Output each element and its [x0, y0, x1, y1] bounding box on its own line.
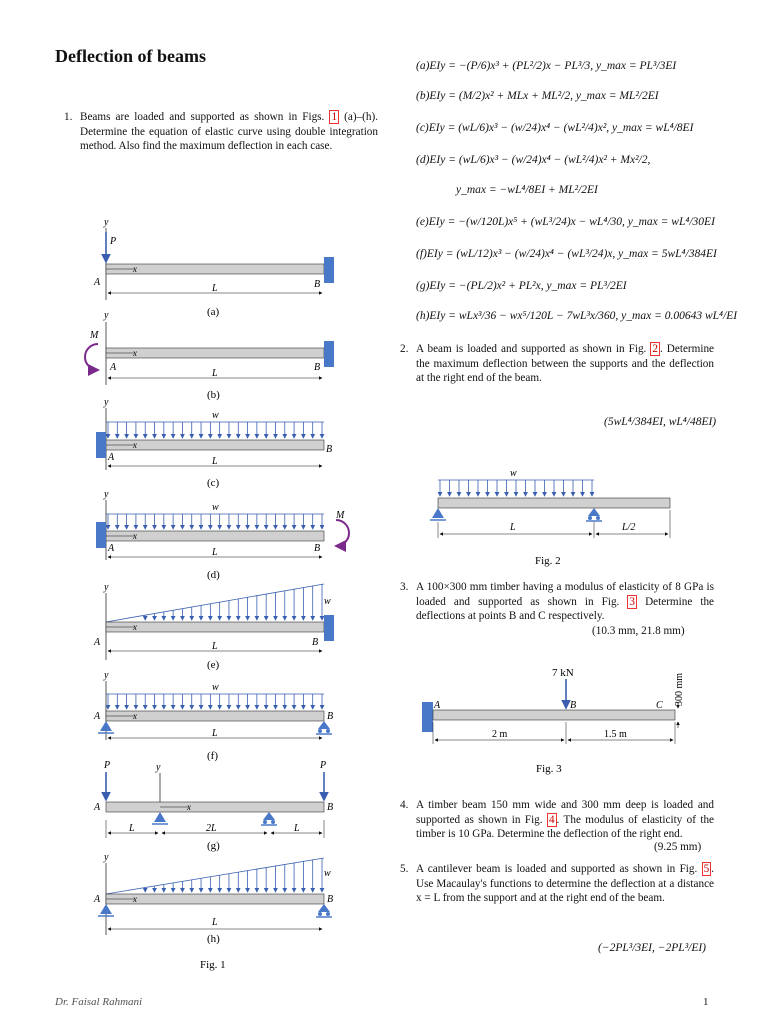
problem-text: Beams are loaded and supported as shown in Figs.	[80, 111, 325, 123]
dimension-label: L	[212, 728, 218, 739]
page-title: Deflection of beams	[55, 46, 206, 66]
dimension-label: 300 mm	[674, 672, 685, 706]
axis-label: x	[187, 802, 191, 812]
point-label: B	[312, 637, 319, 648]
fig1-d	[96, 489, 349, 581]
figure-caption: Fig. 3	[536, 763, 562, 775]
figure-3	[420, 662, 690, 777]
load-label: w	[510, 468, 517, 479]
problem-text: Determine the deflections at points B and C respectively.	[416, 595, 715, 623]
moment-label: M	[336, 510, 345, 521]
axis-label: y	[104, 852, 109, 863]
distributed-load	[440, 480, 592, 496]
pin-support	[100, 721, 112, 731]
problem-text: A beam is loaded and supported as shown in Fig.	[416, 343, 647, 355]
answer-g: (g)EIy = −(PL/2)x² + PL²x, y_max = PL³/2EI	[416, 280, 627, 292]
figure-link[interactable]: 4	[548, 813, 555, 826]
subfigure-caption: (h)	[207, 933, 220, 945]
fixed-wall	[96, 432, 106, 458]
axis-label: x	[133, 711, 137, 721]
axis-label: x	[133, 264, 137, 274]
fig1-a	[93, 217, 334, 318]
beam	[106, 440, 324, 450]
problem-5	[400, 862, 714, 906]
problem-number: 5.	[400, 863, 409, 875]
problem-4-answer: (9.25 mm)	[654, 841, 702, 853]
dimension-label: L	[212, 641, 218, 652]
axis-label: x	[133, 622, 137, 632]
figure-link[interactable]: 2	[652, 343, 658, 355]
moment-arrow	[85, 344, 98, 370]
answer-d1: (d)EIy = (wL/6)x³ − (w/24)x⁴ − (wL²/4)x² + Mx²/2,	[416, 154, 651, 166]
problem-text: . Determine the maximum deflection between the supports and the deflection at the right end of the beam.	[416, 343, 715, 385]
beam	[106, 711, 324, 721]
fig1-g	[93, 760, 333, 852]
fig1-b	[85, 310, 334, 401]
subfigure-caption: (b)	[207, 389, 220, 401]
point-label: B	[314, 543, 321, 554]
axis-label: x	[133, 440, 137, 450]
distributed-load	[108, 422, 322, 438]
problem-number: 4.	[400, 799, 409, 811]
answer-h: (h)EIy = wLx³/36 − wx⁵/120L − 7wL³x/360, y_max = 0.00643 wL⁴/EI	[416, 310, 738, 322]
axis-label: y	[104, 217, 109, 228]
load-label: w	[324, 868, 331, 879]
problem-text: . Use Macaulay's functions to determine the deflection at a distance x = L from the support and at the right end of the beam.	[416, 863, 715, 905]
answer-b: (b)EIy = (M/2)x² + MLx + ML²/2, y_max = ML²/2EI	[416, 90, 659, 102]
load-label: P	[320, 760, 327, 771]
subfigure-caption: (g)	[207, 840, 220, 852]
point-label: B	[327, 802, 334, 813]
fig1-f	[93, 670, 333, 762]
subfigure-caption: (f)	[207, 750, 218, 762]
fixed-wall	[324, 615, 334, 641]
point-label: B	[314, 279, 321, 290]
point-label: A	[108, 452, 115, 463]
pin-support	[154, 812, 166, 822]
figure-link[interactable]: 3	[629, 595, 636, 608]
distributed-load	[108, 514, 322, 529]
figure-caption: Fig. 2	[535, 555, 561, 567]
answer-f: (f)EIy = (wL/12)x³ − (w/24)x⁴ − (wL³/24)x, y_max = 5wL⁴/384EI	[416, 248, 717, 260]
moment-arrow	[336, 520, 349, 546]
beam	[438, 498, 670, 508]
fixed-wall	[324, 341, 334, 367]
point-label: B	[327, 711, 334, 722]
axis-label: x	[133, 894, 137, 904]
pin-support	[432, 508, 444, 518]
triangular-load	[145, 584, 322, 620]
dimension-label: 2L	[206, 823, 217, 834]
dimension-label: 2 m	[492, 729, 508, 740]
dimension-label: L	[129, 823, 135, 834]
load-label: P	[104, 760, 111, 771]
point-label: B	[327, 894, 334, 905]
fig1-c	[96, 397, 332, 489]
beam	[106, 264, 324, 274]
fixed-wall	[422, 702, 433, 732]
dimension-label: L	[510, 522, 516, 533]
beam	[106, 802, 324, 812]
dimension-label: L	[294, 823, 300, 834]
distributed-load	[108, 694, 322, 709]
axis-label: y	[104, 582, 109, 593]
problem-text: A cantilever beam is loaded and supported as shown in Fig.	[416, 863, 698, 875]
axis-label: y	[104, 489, 109, 500]
problem-number: 1.	[64, 111, 73, 123]
footer-author: Dr. Faisal Rahmani	[55, 996, 143, 1008]
problem-3-answer: (10.3 mm, 21.8 mm)	[592, 625, 685, 637]
point-label: B	[326, 444, 333, 455]
page-number: 1	[703, 996, 709, 1008]
fixed-wall	[324, 257, 334, 283]
dimension-label: L	[212, 456, 218, 467]
load-label: w	[212, 410, 219, 421]
problem-5-answer: (−2PL³/3EI, −2PL³/EI)	[598, 942, 707, 954]
answer-c: (c)EIy = (wL/6)x³ − (w/24)x⁴ − (wL²/4)x², y_max = wL⁴/8EI	[416, 122, 694, 134]
pin-support	[100, 904, 112, 914]
problem-number: 3.	[400, 581, 409, 593]
axis-label: y	[104, 310, 109, 321]
problem-3	[400, 580, 714, 624]
point-label: A	[434, 700, 441, 711]
point-label: B	[570, 700, 577, 711]
subfigure-caption: (c)	[207, 477, 220, 489]
roller-support	[318, 904, 330, 912]
axis-label: y	[104, 397, 109, 408]
beam	[106, 531, 324, 541]
point-label: A	[94, 894, 101, 905]
load-label: w	[324, 596, 331, 607]
answer-d2: y_max = −wL⁴/8EI + ML²/2EI	[456, 184, 598, 196]
subfigure-caption: (e)	[207, 659, 220, 671]
dimension-label: L	[212, 917, 218, 928]
answer-a: (a)EIy = −(P/6)x³ + (PL²/2)x − PL³/3, y_max = PL³/3EI	[416, 60, 677, 72]
problem-4	[400, 798, 714, 842]
figure-caption: Fig. 1	[200, 959, 226, 971]
load-label: 7 kN	[552, 667, 574, 679]
subfigure-caption: (a)	[207, 306, 220, 318]
dimension-label: L	[212, 547, 218, 558]
dimension-label: 1.5 m	[604, 729, 627, 740]
point-label: A	[110, 362, 117, 373]
roller-support	[318, 721, 330, 729]
figure-link[interactable]: 5	[703, 863, 710, 875]
axis-label: x	[133, 348, 137, 358]
answer-e: (e)EIy = −(w/120L)x⁵ + (wL³/24)x − wL⁴/30, y_max = wL⁴/30EI	[416, 216, 715, 228]
point-label: A	[94, 802, 101, 813]
roller-support	[588, 508, 600, 516]
problem-2	[400, 342, 714, 386]
beam	[106, 348, 324, 358]
beam	[106, 622, 324, 632]
axis-label: x	[133, 531, 137, 541]
load-label: P	[110, 236, 117, 247]
problem-2-answer: (5wL⁴/384EI, wL⁴/48EI)	[604, 416, 717, 428]
fixed-wall	[96, 522, 106, 548]
axis-label: y	[104, 670, 109, 681]
point-label: A	[94, 637, 101, 648]
beam	[433, 710, 675, 720]
fig1-e	[93, 582, 334, 671]
beam	[106, 894, 324, 904]
point-label: A	[94, 277, 101, 288]
dimension-label: L	[212, 368, 218, 379]
point-label: A	[94, 711, 101, 722]
problem-number: 2.	[400, 343, 409, 355]
point-label: B	[314, 362, 321, 373]
problem-text: A timber beam 150 mm wide and 300 mm deep is loaded and supported as shown in Fig.	[416, 799, 714, 826]
dimension-label: L/2	[622, 522, 636, 533]
figure-link[interactable]: 1	[331, 111, 338, 123]
roller-support	[263, 812, 275, 820]
point-label: A	[108, 543, 115, 554]
moment-label: M	[90, 330, 99, 341]
problem-text: (a)–(h). Determine the equation of elastic curve using double integration method. Also find the maximum deflection in each case.	[80, 111, 379, 153]
axis-label: y	[156, 762, 161, 773]
subfigure-caption: (d)	[207, 569, 220, 581]
point-label: C	[656, 700, 663, 711]
fig1-h	[93, 852, 333, 945]
problem-text: A 100×300 mm timber having a modulus of elasticity of 8 GPa is loaded and supported as shown in Fig.	[416, 581, 714, 608]
figure-2	[420, 460, 690, 570]
dimension-label: L	[212, 283, 218, 294]
problem-text: . The modulus of elasticity of the timber is 10 GPa. Determine the deflection of the right end.	[416, 813, 715, 841]
load-label: w	[212, 682, 219, 693]
load-label: w	[212, 502, 219, 513]
